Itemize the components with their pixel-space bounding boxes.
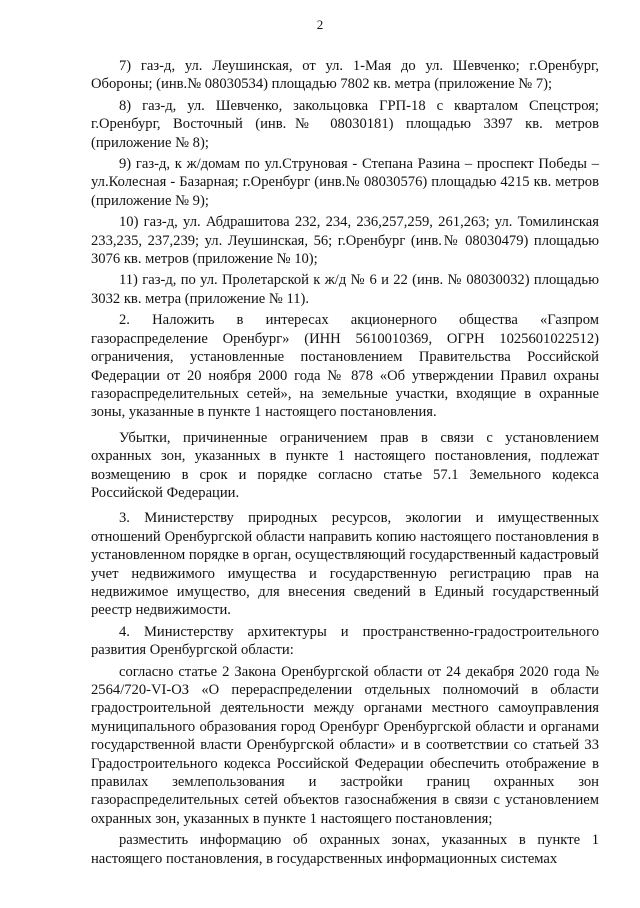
paragraph-item-7: 7) газ-д, ул. Леушинская, от ул. 1-Мая до ул. Шевченко; г.Оренбург, Обороны; (инв.№ 08030534) площадью 7802 кв. метра (приложение № 7);	[91, 58, 599, 93]
paragraph-item-8: 8) газ-д, ул. Шевченко, закольцовка ГРП-18 с кварталом Спецстроя; г.Оренбург, Восточный (инв.№ 08030181) площадью 3397 кв. метров (приложение № 8);	[91, 97, 599, 151]
document-body	[91, 57, 599, 871]
page-number: 2	[316, 17, 324, 32]
paragraph-clause-4-sub-2: разместить информацию об охранных зонах, указанных в пункте 1 настоящего постановления, в государственных информационных системах	[91, 832, 599, 867]
paragraph-clause-4-sub-1: согласно статье 2 Закона Оренбургской области от 24 декабря 2020 года № 2564/720-VI-ОЗ «О перераспределении отдельных полномочий в области градостроительной деятельности между органами местного самоуправления муниципального образования город Оренбург Оренбургской области и органами государственной власти Оренбургской области» и в соответствии со статьей 33 Градостроительного кодекса Российской Федерации обеспечить отображение в правилах землепользования и застройки границ охранных зон газораспределительных сетей объектов газоснабжения в связи с установлением охранных зон, указанных в пункте 1 настоящего постановления;	[91, 663, 599, 827]
paragraph-item-10: 10) газ-д, ул. Абдрашитова 232, 234, 236,257,259, 261,263; ул. Томилинская 233,235, 237,239; ул. Леушинская, 56; г.Оренбург (инв.№ 08030479) площадью 3076 кв. метров (приложение № 10);	[91, 214, 599, 268]
paragraph-clause-2: 2. Наложить в интересах акционерного общества «Газпром газораспределение Оренбург» (ИНН 5610010369, ОГРН 1025601022512) ограничения, установленные постановлением Правительства Российской Федерации от 20 ноября 2000 года № 878 «Об утверждении Правил охраны газораспределительных сетей», на земельные участки, входящие в охранные зоны, указанные в пункте 1 настоящего постановления.	[91, 312, 599, 421]
paragraph-clause-4: 4. Министерству архитектуры и пространственно-градостроительного развития Оренбургской области:	[91, 623, 599, 659]
paragraph-item-9: 9) газ-д, к ж/домам по ул.Струновая - Степана Разина – проспект Победы – ул.Колесная - Базарная; г.Оренбург (инв.№ 08030576) площадью 4215 кв. метров (приложение № 9);	[91, 156, 599, 209]
paragraph-item-11: 11) газ-д, по ул. Пролетарской к ж/д № 6 и 22 (инв. № 08030032) площадью 3032 кв. метра (приложение № 11).	[91, 272, 599, 307]
paragraph-clause-3: 3. Министерству природных ресурсов, экологии и имущественных отношений Оренбургской области направить копию настоящего постановления в установленном порядке в орган, осуществляющий государственный кадастровый учет недвижимого имущества и государственную регистрацию прав на недвижимое имущество, для внесения сведений в Единый государственный реестр недвижимости.	[91, 510, 599, 619]
paragraph-losses: Убытки, причиненные ограничением прав в связи с установлением охранных зон, указанных в пункте 1 настоящего постановления, подлежат возмещению в срок и порядке согласно статье 57.1 Земельного кодекса Российской Федерации.	[91, 429, 599, 501]
